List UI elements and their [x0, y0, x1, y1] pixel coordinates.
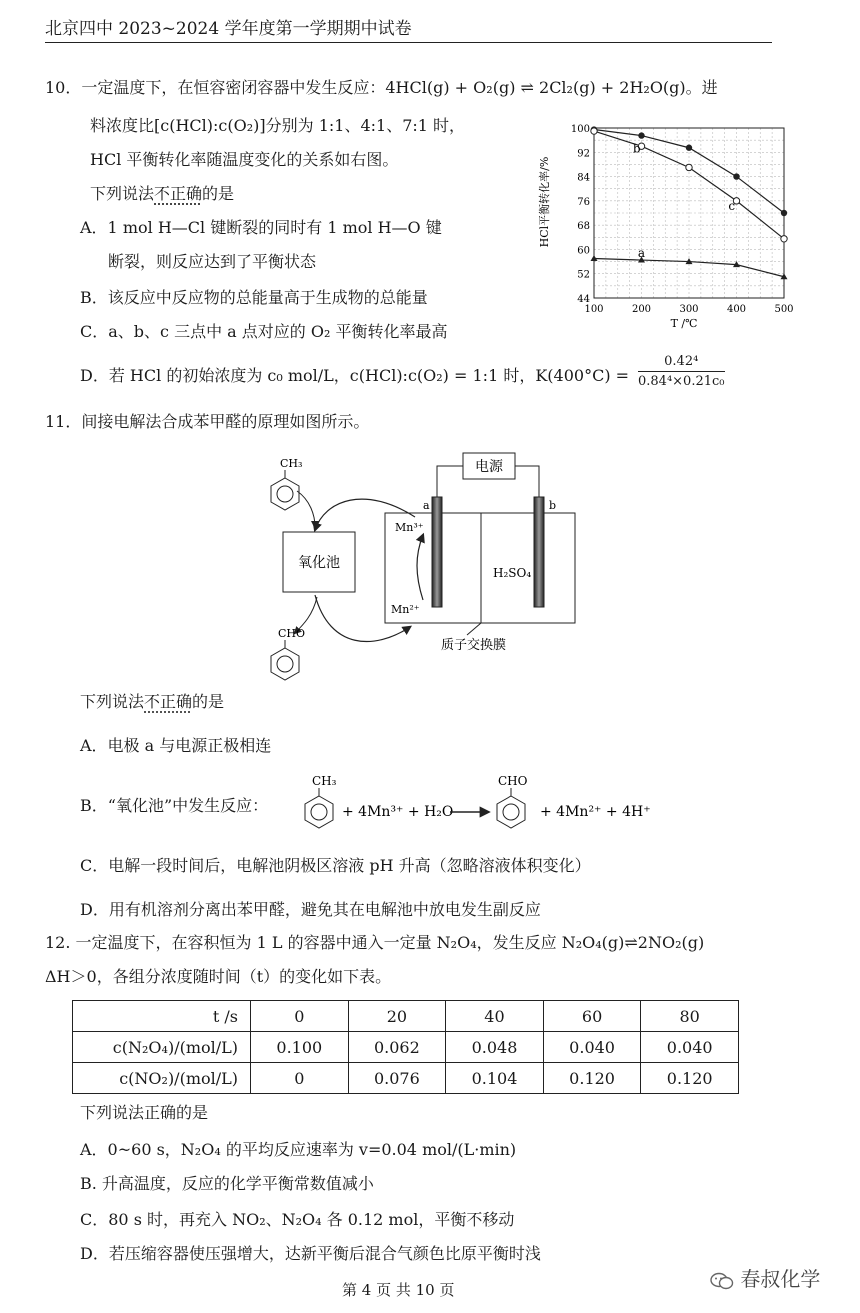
data-point: [733, 173, 739, 179]
q10-ask: [90, 184, 234, 204]
table-row: [73, 1063, 739, 1094]
table-header-cell: 80: [641, 1001, 739, 1032]
table-cell: 0.048: [446, 1032, 544, 1063]
cho-label: CHO: [278, 627, 306, 640]
table-header-cell: 60: [543, 1001, 641, 1032]
table-cell: 0: [251, 1063, 349, 1094]
table-cell: c(NO₂)/(mol/L): [73, 1063, 251, 1094]
q10-ask-emphasis: 不正确: [154, 184, 203, 203]
q11-ask: [80, 692, 224, 712]
q12-ask: 下列说法正确的是: [80, 1103, 209, 1122]
data-point: [638, 132, 644, 138]
toluene-structure: [271, 457, 302, 510]
power-supply-label: 电源: [475, 459, 503, 475]
table-cell: 0.040: [641, 1032, 739, 1063]
x-tick-label: 200: [631, 304, 652, 315]
q12-option-b: B. 升高温度，反应的化学平衡常数值减小: [80, 1174, 374, 1193]
x-tick-label: 100: [584, 304, 604, 315]
q11-option-b-pre: B．“氧化池”中发生反应：: [80, 796, 269, 815]
y-tick-label: 60: [577, 245, 590, 257]
wire-b: [515, 466, 539, 497]
table-cell: 0.100: [251, 1032, 349, 1063]
membrane-label: 质子交换膜: [441, 638, 507, 653]
table-cell: c(N₂O₄)/(mol/L): [73, 1032, 251, 1063]
x-tick-label: 400: [726, 304, 747, 315]
q10-number: 10．: [45, 78, 82, 97]
q12-stem-2: ΔH＞0，各组分浓度随时间（t）的变化如下表。: [45, 967, 392, 986]
benzaldehyde-structure: [271, 627, 305, 680]
y-tick-label: 76: [577, 196, 590, 208]
q11-line1: [45, 412, 369, 432]
arrow-toluene-in: [297, 491, 315, 527]
q11-option-c: C．电解一段时间后，电解池阴极区溶液 pH 升高（忽略溶液体积变化）: [80, 856, 591, 875]
x-tick-label: 300: [679, 304, 699, 315]
x-tick-label: 500: [774, 304, 794, 315]
eq-products-text: + 4Mn²⁺ + 4H⁺: [540, 804, 651, 820]
q11-option-d: D．用有机溶剂分离出苯甲醛，避免其在电解池中放电发生副反应: [80, 900, 541, 919]
page-footer: 第 4 页 共 10 页: [342, 1281, 455, 1299]
point-label-a: a: [637, 246, 646, 261]
oxidation-pool-label: 氧化池: [298, 555, 340, 571]
h2so4-label: H₂SO₄: [493, 566, 532, 580]
eq-reactants-text: + 4Mn³⁺ + H₂O: [342, 804, 454, 820]
watermark-text: 春叔化学: [740, 1267, 821, 1291]
fraction-numerator: 0.42⁴: [638, 354, 725, 372]
q11-ask-pre: 下列说法: [80, 692, 145, 711]
q10-option-a-2: 断裂，则反应达到了平衡状态: [108, 252, 317, 271]
point-label-c: c: [728, 198, 736, 213]
chart-x-axis-label: T /℃: [670, 317, 698, 330]
toluene-small: [305, 774, 337, 828]
eq-cho-label: CHO: [498, 774, 528, 788]
q11-stem: 间接电解法合成苯甲醛的原理如图所示。: [81, 412, 370, 431]
electrode-b-label: b: [549, 499, 557, 512]
q11-option-a: A．电极 a 与电源正极相连: [80, 736, 272, 755]
table-cell: 0.062: [348, 1032, 446, 1063]
eq-ch3-label: CH₃: [312, 774, 337, 788]
data-point: [781, 236, 787, 242]
q11-ask-post: 的是: [192, 692, 225, 711]
q10-option-d-fraction: [638, 354, 725, 389]
q10-ask-pre: 下列说法: [90, 184, 155, 203]
chart-labels: [633, 141, 735, 260]
table-cell: 0.076: [348, 1063, 446, 1094]
y-tick-label: 52: [577, 269, 590, 281]
table-header-cell: 0: [251, 1001, 349, 1032]
wire-a: [437, 466, 463, 497]
q10-option-c: C．a、b、c 三点中 a 点对应的 O₂ 平衡转化率最高: [80, 322, 448, 341]
wechat-icon: [710, 1272, 734, 1290]
header-rule: [45, 42, 772, 43]
y-tick-label: 92: [577, 148, 590, 160]
table-header-row: [73, 1001, 739, 1032]
y-tick-label: 68: [577, 221, 590, 233]
y-tick-label: 84: [577, 172, 590, 184]
arrow-pool-to-mn2: [315, 595, 410, 642]
watermark: [710, 1263, 820, 1292]
q12-option-a: A．0~60 s，N₂O₄ 的平均反应速率为 v=0.04 mol/(L·min): [80, 1140, 517, 1159]
q10-option-a-1: A．1 mol H—Cl 键断裂的同时有 1 mol H—O 键: [80, 218, 442, 237]
q11-option-b-equation: [298, 772, 678, 836]
mn2-label: Mn²⁺: [391, 603, 420, 616]
data-point: [781, 210, 787, 216]
table-header-cell: 20: [348, 1001, 446, 1032]
data-point: [591, 128, 597, 134]
q10-ask-post: 的是: [202, 184, 235, 203]
data-point: [686, 145, 692, 151]
fraction-denominator: 0.84⁴×0.21c₀: [638, 374, 725, 389]
benzaldehyde-small: [497, 774, 528, 828]
q11-ask-emphasis: 不正确: [144, 692, 193, 711]
electrode-a-label: a: [423, 499, 430, 512]
q10-option-b: B．该反应中反应物的总能量高于生成物的总能量: [80, 288, 428, 307]
arrow-mn2-to-mn3: [417, 535, 423, 600]
table-cell: 0.120: [641, 1063, 739, 1094]
y-tick-label: 44: [577, 294, 590, 305]
q10-stem-1: 一定温度下，在恒容密闭容器中发生反应：4HCl(g) + O₂(g) ⇌ 2Cl₂(g) + 2H₂O(g)。进: [81, 78, 718, 97]
table-row: [73, 1032, 739, 1063]
ch3-label: CH₃: [280, 457, 303, 470]
table-cell: 0.104: [446, 1063, 544, 1094]
data-point: [686, 164, 692, 170]
chart-y-axis-label: HCl平衡转化率/%: [538, 156, 551, 248]
chart-grid: [594, 128, 784, 298]
q10-chart: [538, 116, 800, 332]
q10-stem-3: HCl 平衡转化率随温度变化的关系如右图。: [90, 150, 399, 169]
q12-data-table: [72, 1000, 739, 1094]
electrolysis-diagram: [255, 445, 595, 685]
point-label-b: b: [632, 141, 641, 156]
mn3-label: Mn³⁺: [395, 521, 424, 534]
q12-option-c: C．80 s 时，再充入 NO₂、N₂O₄ 各 0.12 mol，平衡不移动: [80, 1210, 515, 1229]
electrode-b: [534, 497, 544, 607]
q12-option-d: D．若压缩容器使压强增大，达新平衡后混合气颜色比原平衡时浅: [80, 1244, 541, 1263]
q10-stem-2: 料浓度比[c(HCl):c(O₂)]分别为 1:1、4:1、7:1 时，: [90, 116, 466, 135]
table-header-cell: t /s: [73, 1001, 251, 1032]
q11-number: 11．: [45, 412, 82, 431]
electrode-a: [432, 497, 442, 607]
q12-stem-1: 12. 一定温度下，在容积恒为 1 L 的容器中通入一定量 N₂O₄，发生反应 N₂O₄(g)⇌2NO₂(g): [45, 933, 705, 952]
q10-line1: [45, 78, 718, 98]
table-cell: 0.040: [543, 1032, 641, 1063]
q10-option-d: D．若 HCl 的初始浓度为 c₀ mol/L，c(HCl):c(O₂) = 1:1 时，K(400°C) =: [80, 366, 630, 385]
table-cell: 0.120: [543, 1063, 641, 1094]
table-header-cell: 40: [446, 1001, 544, 1032]
y-tick-label: 100: [570, 124, 590, 135]
exam-header: 北京四中 2023~2024 学年度第一学期期中试卷: [45, 19, 412, 39]
